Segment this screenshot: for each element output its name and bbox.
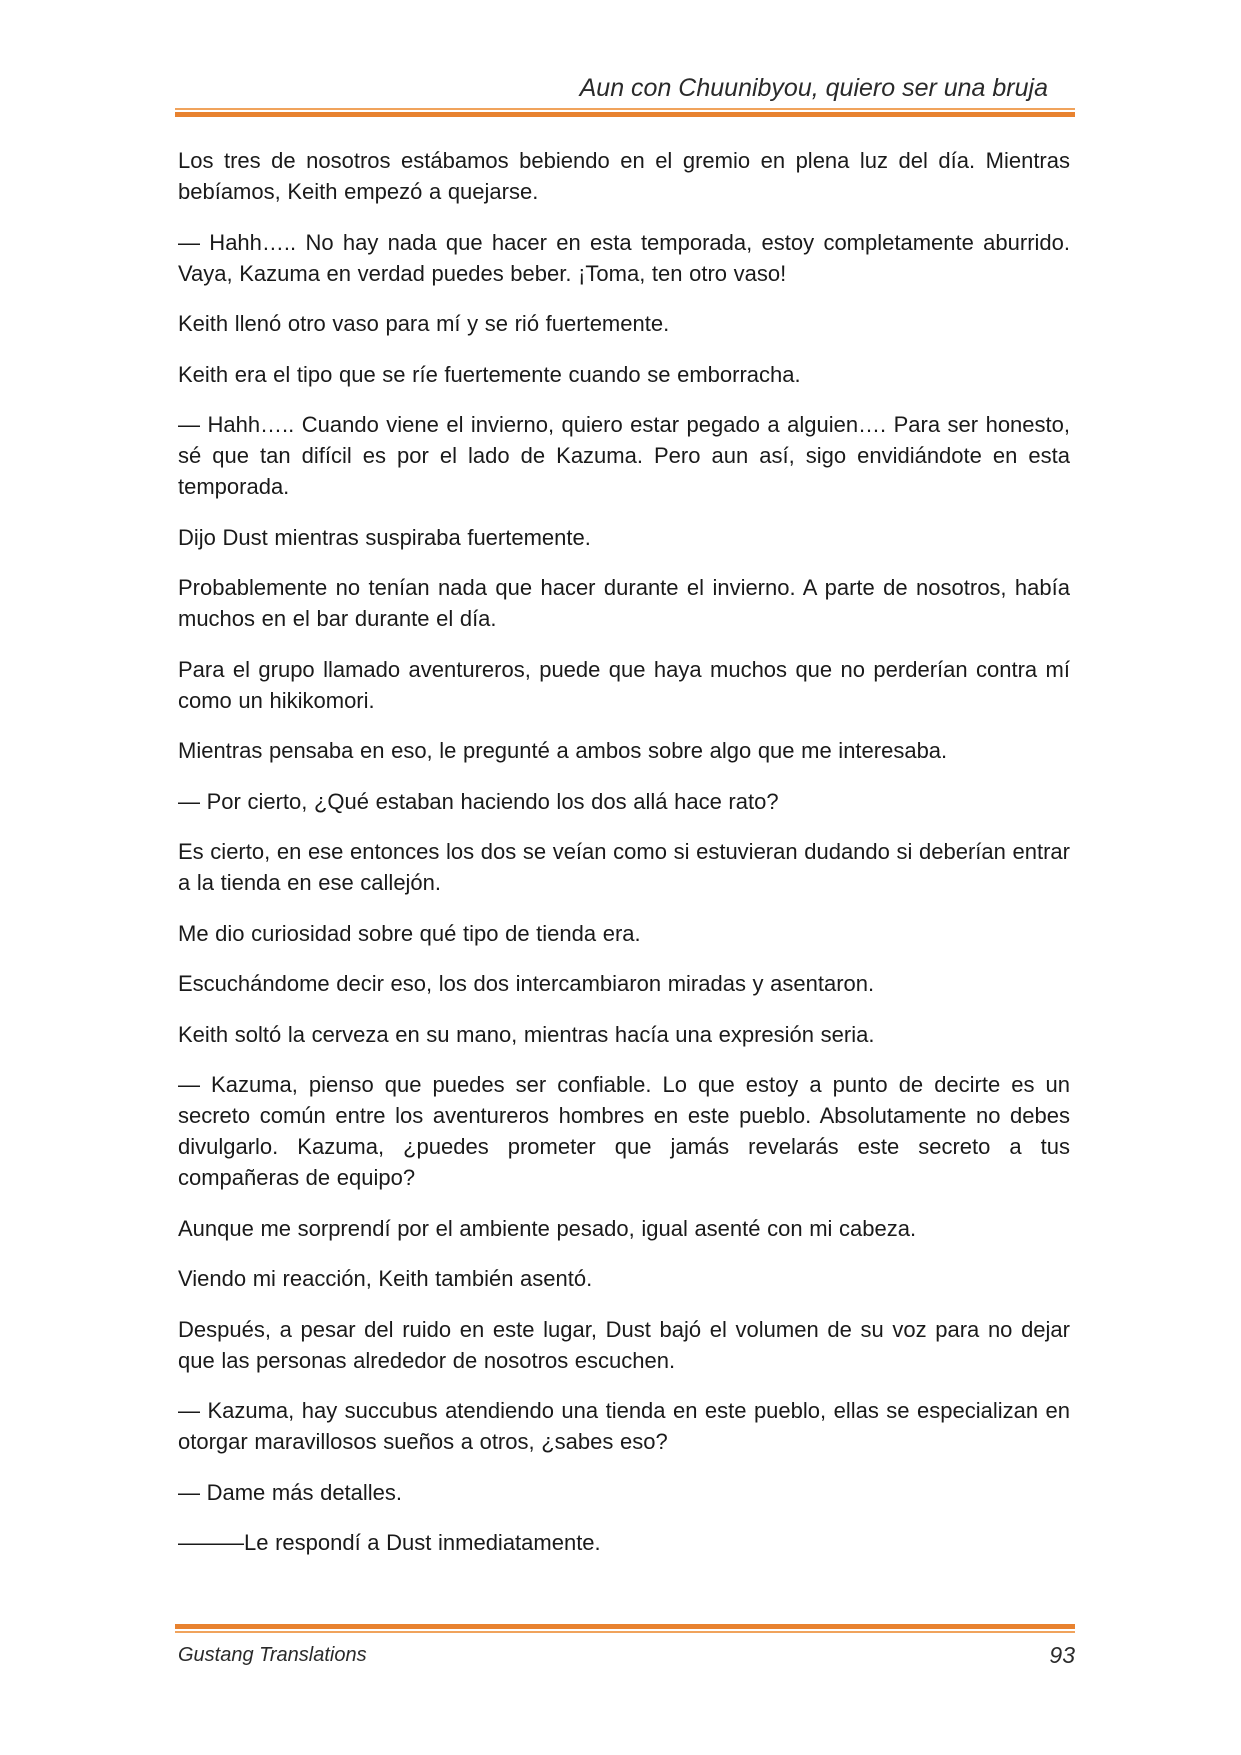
footer-rule-thin bbox=[175, 1631, 1075, 1633]
paragraph: Después, a pesar del ruido en este lugar, Dust bajó el volumen de su voz para no dejar que las personas alrededor de nosotros escuchen. bbox=[178, 1316, 1070, 1373]
paragraph: — Hahh….. Cuando viene el invierno, quiero estar pegado a alguien…. Para ser honesto, sé que tan difícil es por el lado de Kazuma. Pero aun así, sigo envidiándote en esta temporada. bbox=[178, 412, 1070, 499]
header-rule-thick bbox=[175, 112, 1075, 117]
page-header bbox=[175, 72, 1075, 120]
footer-rule-thick bbox=[175, 1624, 1075, 1629]
header-title: Aun con Chuunibyou, quiero ser una bruja bbox=[579, 74, 1048, 102]
paragraph: Mientras pensaba en eso, le pregunté a ambos sobre algo que me interesaba. bbox=[178, 738, 948, 763]
header-rule-thin bbox=[175, 108, 1075, 110]
paragraph: — Kazuma, hay succubus atendiendo una tienda en este pueblo, ellas se especializan en otorgar maravillosos sueños a otros, ¿sabes eso? bbox=[178, 1398, 1070, 1454]
paragraph: Es cierto, en ese entonces los dos se veían como si estuvieran dudando si deberían entrar a la tienda en ese callejón. bbox=[178, 839, 1070, 895]
paragraph: Aunque me sorprendí por el ambiente pesado, igual asenté con mi cabeza. bbox=[178, 1215, 917, 1241]
paragraph: — Dame más detalles. bbox=[178, 1479, 403, 1505]
paragraph: — Por cierto, ¿Qué estaban haciendo los dos allá hace rato? bbox=[178, 788, 779, 814]
paragraph: — Kazuma, pienso que puedes ser confiable. Lo que estoy a punto de decirte es un secreto común entre los aventureros hombres en este pueblo. Absolutamente no debes divulgarlo. Kazuma, ¿puedes prometer que jamás revelarás este secreto a tus compañeras de equipo? bbox=[178, 1072, 1070, 1190]
paragraph: Me dio curiosidad sobre qué tipo de tienda era. bbox=[178, 920, 641, 946]
footer-translator-credit: Gustang Translations bbox=[178, 1644, 367, 1666]
paragraph: Viendo mi reacción, Keith también asentó. bbox=[178, 1266, 593, 1291]
paragraph: Dijo Dust mientras suspiraba fuertemente. bbox=[178, 524, 591, 550]
paragraph: Keith llenó otro vaso para mí y se rió fuertemente. bbox=[178, 311, 670, 336]
paragraph: Probablemente no tenían nada que hacer durante el invierno. A parte de nosotros, había muchos en el bar durante el día. bbox=[178, 575, 1070, 631]
page-number: 93 bbox=[1049, 1642, 1075, 1668]
paragraph: Keith soltó la cerveza en su mano, mientras hacía una expresión seria. bbox=[178, 1021, 875, 1047]
paragraph: Para el grupo llamado aventureros, puede que haya muchos que no perderían contra mí como un hikikomori. bbox=[178, 656, 1070, 713]
paragraph: ———Le respondí a Dust inmediatamente. bbox=[178, 1530, 601, 1555]
paragraph: Keith era el tipo que se ríe fuertemente cuando se emborracha. bbox=[178, 361, 801, 387]
paragraph: Los tres de nosotros estábamos bebiendo en el gremio en plena luz del día. Mientras bebíamos, Keith empezó a quejarse. bbox=[178, 148, 1070, 204]
page-footer bbox=[175, 1624, 1075, 1684]
paragraph: — Hahh….. No hay nada que hacer en esta temporada, estoy completamente aburrido. Vaya, Kazuma en verdad puedes beber. ¡Toma, ten otro vaso! bbox=[178, 229, 1070, 286]
body-text bbox=[178, 145, 1070, 1578]
paragraph: Escuchándome decir eso, los dos intercambiaron miradas y asentaron. bbox=[178, 971, 875, 996]
